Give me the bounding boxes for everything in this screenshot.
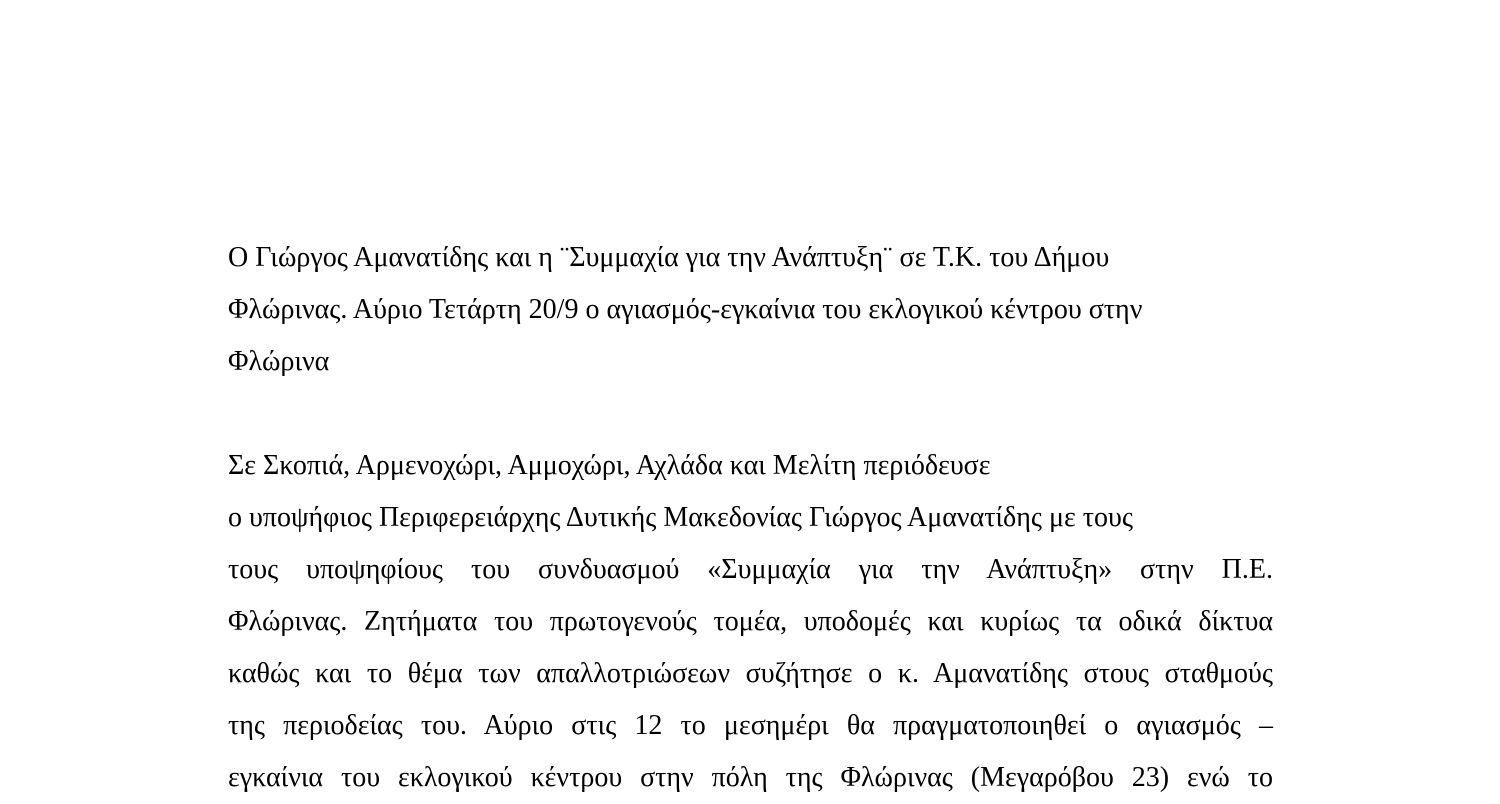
title-line: Φλώρινας. Αύριο Τετάρτη 20/9 ο αγιασμός-εγκαίνια του εκλογικού κέντρου στην <box>228 294 1143 325</box>
document-body-paragraph <box>228 440 1273 804</box>
document-title <box>228 232 1273 388</box>
body-line: εγκαίνια του εκλογικού κέντρου στην πόλη της Φλώρινας (Μεγαρόβου 23) ενώ το <box>228 762 1273 793</box>
body-line: της περιοδείας του. Αύριο στις 12 το μεσημέρι θα πραγματοποιηθεί ο αγιασμός – <box>228 710 1273 741</box>
body-line: ο υποψήφιος Περιφερειάρχης Δυτικής Μακεδονίας Γιώργος Αμανατίδης με τους <box>228 502 1133 533</box>
title-line: Φλώρινα <box>228 346 330 377</box>
body-line: τους υποψηφίους του συνδυασμού «Συμμαχία για την Ανάπτυξη» στην Π.Ε. <box>228 554 1273 585</box>
body-line: καθώς και το θέμα των απαλλοτριώσεων συζήτησε ο κ. Αμανατίδης στους σταθμούς <box>228 658 1273 689</box>
body-line: Σε Σκοπιά, Αρμενοχώρι, Αμμοχώρι, Αχλάδα και Μελίτη περιόδευσε <box>228 450 991 481</box>
title-line: Ο Γιώργος Αμανατίδης και η ¨Συμμαχία για την Ανάπτυξη¨ σε Τ.Κ. του Δήμου <box>228 242 1110 273</box>
body-line: Φλώρινας. Ζητήματα του πρωτογενούς τομέα, υποδομές και κυρίως τα οδικά δίκτυα <box>228 606 1273 637</box>
